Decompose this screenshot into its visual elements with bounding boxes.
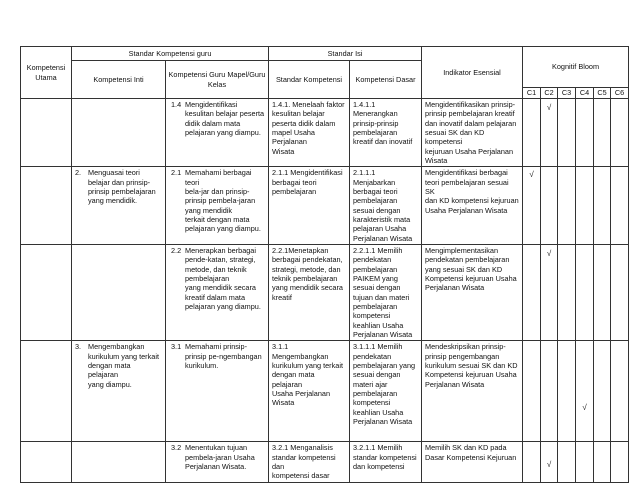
kompetensi-utama-cell (21, 442, 72, 483)
kompetensi-guru-mapel-cell (166, 99, 269, 167)
indikator-esensial-cell: Mengidentifikasikan prinsip- prinsip pembelajaran kreatif dan inovatif dalam pelajaran sesuai SK dan KD kompetensi kejuruan Usaha Perjalanan Wisata (422, 99, 523, 167)
kompetensi-inti-text: Mengembangkan kurikulum yang terkait dengan mata pelajaran yang diampu. (88, 342, 159, 389)
bloom-c6-cell (611, 442, 629, 483)
kompetensi-guru-mapel-number: 2.2 (171, 245, 182, 255)
standar-kompetensi-cell: 1.4.1. Menelaah faktor kesulitan belajar peserta didik dalam mapel Usaha Perjalanan Wisata (269, 99, 350, 167)
kompetensi-utama-cell (21, 99, 72, 167)
header-kompetensi-utama: Kompetensi Utama (21, 47, 72, 99)
kompetensi-inti-number: 2. (75, 168, 82, 178)
kompetensi-inti-item (75, 168, 162, 205)
bloom-c1-cell (523, 244, 541, 340)
table-row (21, 167, 629, 245)
checkmark-icon: √ (546, 103, 552, 112)
bloom-c3-cell (558, 167, 576, 245)
kompetensi-utama-cell (21, 167, 72, 245)
kompetensi-guru-mapel-cell (166, 244, 269, 340)
header-level-c1: C1 (523, 88, 541, 99)
indikator-esensial-cell: Mengimplementasikan pendekatan pembelajaran yang sesuai SK dan KD Kompetensi kejuruan Usaha Perjalanan Wisata (422, 244, 523, 340)
table-row (21, 341, 629, 442)
header-standar-isi: Standar Isi (269, 47, 422, 61)
kompetensi-guru-mapel-number: 2.1 (171, 168, 182, 178)
kompetensi-utama-cell (21, 244, 72, 340)
table-body (21, 99, 629, 483)
kompetensi-inti-cell (72, 244, 166, 340)
bloom-c2-cell (541, 99, 558, 167)
bloom-c2-cell (541, 341, 558, 442)
bloom-c5-cell (594, 167, 611, 245)
header-level-c6: C6 (611, 88, 629, 99)
table-row (21, 99, 629, 167)
indikator-esensial-cell: Mengidentifikasi berbagai teori pembelajaran sesuai SK dan KD kompetensi kejuruan Usaha Perjalanan Wisata (422, 167, 523, 245)
bloom-c5-cell (594, 244, 611, 340)
header-indikator-esensial: Indikator Esensial (422, 47, 523, 99)
header-kompetensi-guru-mapel: Kompetensi Guru Mapel/Guru Kelas (166, 61, 269, 99)
standar-kompetensi-cell: 2.1.1 Mengidentifikasi berbagai teori pembelajaran (269, 167, 350, 245)
bloom-c1-cell (523, 442, 541, 483)
header-level-c3: C3 (558, 88, 576, 99)
kompetensi-dasar-cell: 3.1.1.1 Memilih pendekatan pembelajaran yang sesuai dengan materi ajar pembelajaran kompetensi keahlian Usaha Perjalanan Wisata (350, 341, 422, 442)
standar-kompetensi-cell: 3.1.1 Mengembangkan kurikulum yang terkait dengan mata pelajaran Usaha Perjalanan Wisata (269, 341, 350, 442)
standar-kompetensi-cell: 2.2.1Menetapkan berbagai pendekatan, strategi, metode, dan teknik pembelajaran yang mendidik secara kreatif (269, 244, 350, 340)
bloom-c3-cell (558, 341, 576, 442)
kompetensi-guru-mapel-text: Memahami berbagai teori bela-jar dan prinsip- prinsip pembela-jaran yang mendidik terkait dengan mata pelajaran yang diampu. (185, 168, 261, 234)
checkmark-icon: √ (529, 170, 534, 180)
header-standar-kompetensi-guru: Standar Kompetensi guru (72, 47, 269, 61)
kompetensi-inti-cell (72, 99, 166, 167)
standar-kompetensi-cell: 3.2.1 Menganalisis standar kompetensi dan kompetensi dasar (269, 442, 350, 483)
kompetensi-dasar-cell: 2.2.1.1 Memilih pendekatan pembelajaran PAIKEM yang sesuai dengan tujuan dan materi pembelajaran kompetensi keahlian Usaha Perjalanan Wisata (350, 244, 422, 340)
kompetensi-guru-mapel-item (169, 168, 265, 233)
kompetensi-dasar-cell: 1.4.1.1 Menerangkan prinsip-prinsip pembelajaran kreatif dan inovatif (350, 99, 422, 167)
header-kognitif-bloom: Kognitif Bloom (523, 47, 629, 88)
table-header (21, 47, 629, 99)
kompetensi-guru-mapel-number: 3.2 (171, 443, 182, 453)
indikator-esensial-cell: Mendeskripsikan prinsip- prinsip pengembangan kurikulum sesuai SK dan KD Kompetensi kejuruan Usaha Perjalanan Wisata (422, 341, 523, 442)
header-level-c5: C5 (594, 88, 611, 99)
checkmark-icon: √ (546, 248, 552, 258)
bloom-c3-cell (558, 442, 576, 483)
kompetensi-guru-mapel-text: Menerapkan berbagai pende-katan, strategi, metode, dan teknik pembelajaran yang mendidik secara kreatif dalam mata pelajaran yang diampu. (185, 245, 261, 311)
table-row (21, 244, 629, 340)
bloom-c3-cell (558, 99, 576, 167)
kompetensi-guru-mapel-text: Mengidentifikasi kesulitan belajar peserta didik dalam mata pelajaran yang diampu. (185, 100, 265, 137)
header-kompetensi-dasar: Kompetensi Dasar (350, 61, 422, 99)
bloom-c4-cell (576, 442, 594, 483)
competency-table (20, 46, 629, 483)
kompetensi-inti-cell (72, 442, 166, 483)
table-row (21, 442, 629, 483)
bloom-c6-cell (611, 99, 629, 167)
kompetensi-inti-cell (72, 341, 166, 442)
header-kompetensi-inti: Kompetensi Inti (72, 61, 166, 99)
bloom-c6-cell (611, 167, 629, 245)
bloom-c6-cell (611, 244, 629, 340)
bloom-c4-cell (576, 99, 594, 167)
kompetensi-inti-item (75, 342, 162, 389)
bloom-c1-cell (523, 167, 541, 245)
checkmark-icon: √ (582, 403, 587, 413)
kompetensi-guru-mapel-item (169, 246, 265, 311)
kompetensi-dasar-cell: 2.1.1.1 Menjabarkan berbagai teori pembelajaran sesuai dengan karakteristik mata pelajaran Usaha Perjalanan Wisata (350, 167, 422, 245)
bloom-c4-cell (576, 167, 594, 245)
bloom-c1-cell (523, 341, 541, 442)
kompetensi-utama-cell (21, 341, 72, 442)
kompetensi-guru-mapel-cell (166, 341, 269, 442)
kompetensi-dasar-cell: 3.2.1.1 Memilih standar kompetensi dan kompetensi (350, 442, 422, 483)
bloom-c4-cell (576, 341, 594, 442)
bloom-c6-cell (611, 341, 629, 442)
bloom-c2-cell (541, 244, 558, 340)
kompetensi-guru-mapel-item (169, 342, 265, 370)
bloom-c5-cell (594, 99, 611, 167)
header-standar-kompetensi: Standar Kompetensi (269, 61, 350, 99)
kompetensi-guru-mapel-text: Menentukan tujuan pembela-jaran Usaha Perjalanan Wisata. (185, 443, 255, 471)
header-level-c4: C4 (576, 88, 594, 99)
bloom-c4-cell (576, 244, 594, 340)
kompetensi-guru-mapel-item (169, 443, 265, 471)
kompetensi-guru-mapel-number: 3.1 (171, 342, 182, 352)
kompetensi-guru-mapel-number: 1.4 (171, 100, 182, 109)
bloom-c2-cell (541, 442, 558, 483)
bloom-c1-cell (523, 99, 541, 167)
kompetensi-inti-cell (72, 167, 166, 245)
bloom-c5-cell (594, 442, 611, 483)
kompetensi-guru-mapel-cell (166, 167, 269, 245)
kompetensi-inti-text: Menguasai teori belajar dan prinsip- prinsip pembelajaran yang mendidik. (88, 168, 156, 206)
checkmark-icon: √ (546, 460, 552, 470)
kompetensi-guru-mapel-text: Memahami prinsip- prinsip pe-ngembangan kurikulum. (185, 342, 262, 370)
kompetensi-inti-number: 3. (75, 342, 82, 352)
bloom-c2-cell (541, 167, 558, 245)
bloom-c5-cell (594, 341, 611, 442)
indikator-esensial-cell: Memilih SK dan KD pada Dasar Kompetensi Kejuruan (422, 442, 523, 483)
bloom-c3-cell (558, 244, 576, 340)
kompetensi-guru-mapel-cell (166, 442, 269, 483)
kompetensi-guru-mapel-item (169, 100, 265, 137)
header-level-c2: C2 (541, 88, 558, 99)
